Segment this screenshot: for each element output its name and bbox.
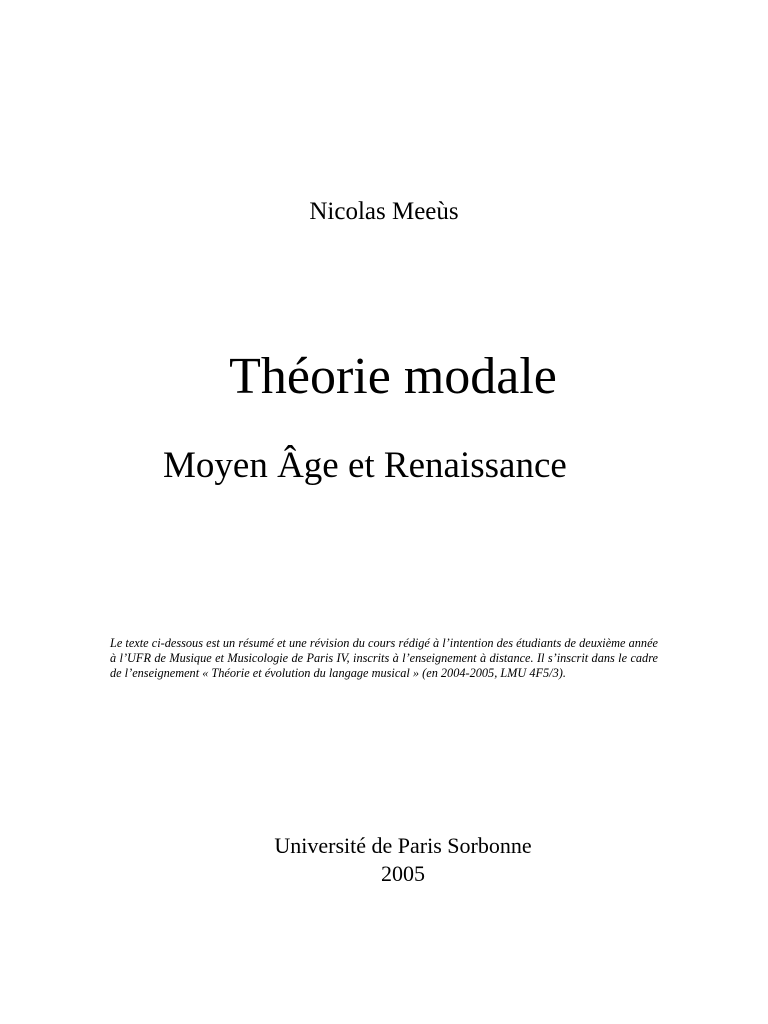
university-name: Université de Paris Sorbonne	[274, 833, 532, 858]
document-subtitle: Moyen Âge et Renaissance	[163, 445, 567, 486]
introductory-note	[110, 636, 658, 681]
author-name: Nicolas Meeùs	[309, 198, 459, 225]
note-line: de l’enseignement « Théorie et évolution du langage musical » (en 2004-2005, LMU 4F5/3).	[110, 666, 566, 680]
note-line: à l’UFR de Musique et Musicologie de Paris IV, inscrits à l’enseignement à distance. Il s’inscrit dans le cadre	[110, 651, 658, 665]
publication-year: 2005	[381, 861, 425, 886]
note-line: Le texte ci-dessous est un résumé et une révision du cours rédigé à l’intention des étudiants de deuxième année	[110, 636, 658, 650]
document-title: Théorie modale	[229, 348, 557, 405]
